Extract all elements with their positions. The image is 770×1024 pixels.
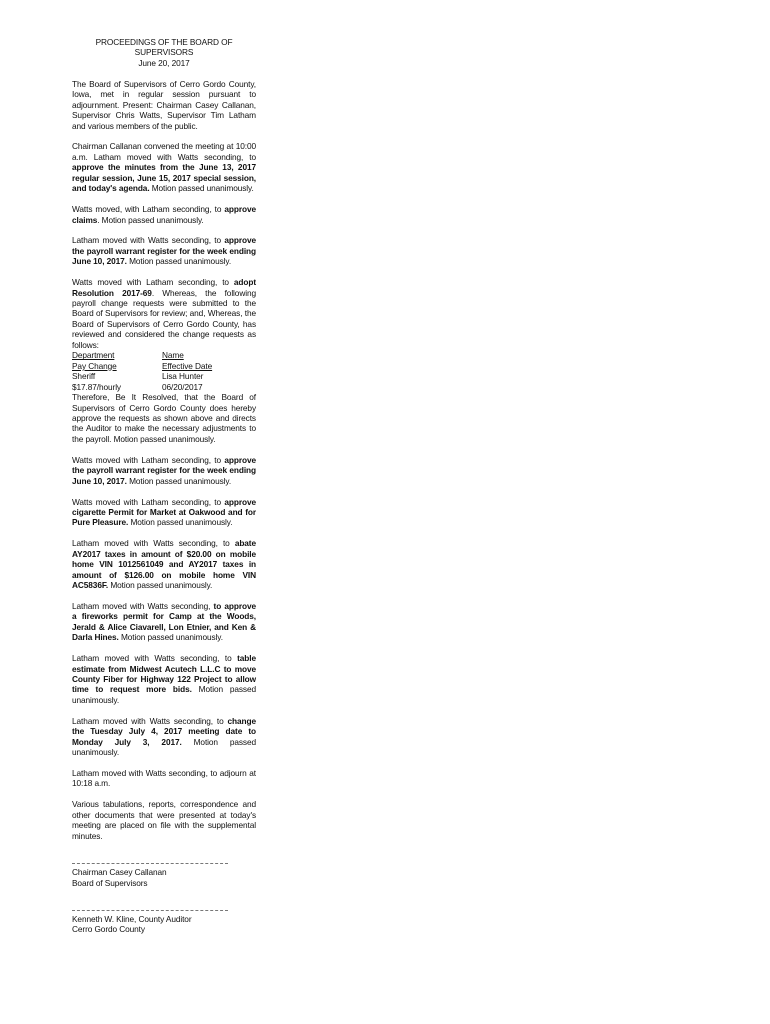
signer-title: Cerro Gordo County bbox=[72, 924, 145, 935]
fiber-pre: Latham moved with Watts seconding, to bbox=[72, 653, 238, 664]
adjourn-paragraph: Latham moved with Watts seconding, to adjourn at 10:18 a.m. bbox=[72, 767, 256, 789]
chairman-signature-block bbox=[72, 863, 256, 888]
abate-bold: abate AY2017 taxes in amount of $20.00 on mobile home VIN 1012561049 and AY2017 taxes in amount of $126.00 on mobile home VIN AC5836F. bbox=[72, 538, 256, 591]
signature-line bbox=[72, 910, 228, 912]
document-column bbox=[72, 37, 256, 935]
meeting-date-pre: Latham moved with Watts seconding, to bbox=[72, 715, 228, 726]
fireworks-paragraph bbox=[72, 601, 256, 643]
document-title: PROCEEDINGS OF THE BOARD OF SUPERVISORS bbox=[95, 37, 233, 58]
fireworks-bold: to approve a fireworks permit for Camp at the Woods, Jerald & Alice Ciavarell, Lon Etnier, and Ken & Darla Hines. bbox=[72, 600, 256, 643]
document-date: June 20, 2017 bbox=[138, 57, 190, 68]
intro-paragraph: The Board of Supervisors of Cerro Gordo County, Iowa, met in regular session pursuant to adjournment. Present: Chairman Casey Callanan, Supervisor Chris Watts, Supervisor Tim Latham and various members of the public. bbox=[72, 78, 256, 131]
abate-pre: Latham moved with Watts seconding, to bbox=[72, 538, 235, 549]
abate-taxes-paragraph bbox=[72, 538, 256, 590]
fiber-bold: table estimate from Midwest Acutech L.L.C to move County Fiber for Highway 122 Project to allow time to request more bids. bbox=[72, 653, 256, 695]
minutes-bold: approve the minutes from the June 13, 2017 regular session, June 15, 2017 special session, and today's agenda. bbox=[72, 162, 256, 194]
auditor-signature-block bbox=[72, 910, 256, 935]
meeting-date-paragraph bbox=[72, 716, 256, 758]
payroll-2-bold: approve the payroll warrant register for the week ending June 10, 2017. bbox=[72, 454, 256, 486]
fireworks-pre: Latham moved with Watts seconding, bbox=[72, 600, 214, 611]
change-request-table bbox=[72, 350, 256, 392]
claims-paragraph bbox=[72, 204, 256, 225]
cigarette-permit-paragraph bbox=[72, 497, 256, 528]
col-effective-date-header: Effective Date bbox=[162, 360, 213, 371]
cigarette-post: Motion passed unanimously. bbox=[128, 517, 233, 528]
minutes-pre: Chairman Callanan convened the meeting at 10:00 a.m. Latham moved with Watts seconding, to bbox=[72, 141, 256, 162]
claims-pre: Watts moved, with Latham seconding, to bbox=[72, 204, 225, 215]
payroll-2-post: Motion passed unanimously. bbox=[126, 475, 232, 486]
fireworks-post: Motion passed unanimously. bbox=[118, 632, 223, 643]
col-pay-change-header: Pay Change bbox=[72, 360, 117, 371]
resolution-paragraph bbox=[72, 277, 256, 350]
payroll-1-bold: approve the payroll warrant register for the week ending June 10, 2017. bbox=[72, 235, 256, 267]
col-department-header: Department bbox=[72, 350, 115, 361]
resolution-close-paragraph: Therefore, Be It Resolved, that the Board of Supervisors of Cerro Gordo County does hereby approve the requests as shown above and directs the Auditor to make the necessary adjustments to the payroll. Motion passed unanimously. bbox=[72, 392, 256, 444]
fiber-estimate-paragraph bbox=[72, 653, 256, 705]
signer-title: Board of Supervisors bbox=[72, 877, 148, 888]
payroll-1-post: Motion passed unanimously. bbox=[126, 256, 232, 267]
payroll-2-pre: Watts moved with Latham seconding, to bbox=[72, 454, 225, 465]
cell-pay-change: $17.87/hourly bbox=[72, 381, 121, 392]
cigarette-pre: Watts moved with Latham seconding, to bbox=[72, 496, 225, 507]
claims-post: . Motion passed unanimously. bbox=[97, 214, 204, 225]
fiber-post: Motion passed unanimously. bbox=[72, 684, 256, 705]
resolution-bold: adopt Resolution 2017-69 bbox=[72, 277, 256, 298]
payroll-1-pre: Latham moved with Watts seconding, to bbox=[72, 235, 225, 246]
cell-effective-date: 06/20/2017 bbox=[162, 381, 203, 392]
minutes-post: Motion passed unanimously. bbox=[149, 183, 254, 194]
col-name-header: Name bbox=[162, 350, 184, 361]
claims-bold: approve claims bbox=[72, 204, 256, 225]
resolution-post: . Whereas, the following payroll change requests were submitted to the Board of Supervisors for review; and, Whereas, the Board of Supervisors of Cerro Gordo County, has reviewed and considered the change requests as follows: bbox=[72, 287, 256, 350]
cigarette-bold: approve cigarette Permit for Market at Oakwood and for Pure Pleasure. bbox=[72, 496, 256, 528]
abate-post: Motion passed unanimously. bbox=[108, 580, 213, 591]
cell-department: Sheriff bbox=[72, 371, 96, 382]
cell-name: Lisa Hunter bbox=[162, 371, 204, 382]
supplemental-paragraph: Various tabulations, reports, correspondence and other documents that were presented at today's meeting are placed on file with the supplemental minutes. bbox=[72, 799, 256, 841]
payroll-paragraph-1 bbox=[72, 235, 256, 266]
payroll-paragraph-2 bbox=[72, 455, 256, 486]
signer-name: Kenneth W. Kline, County Auditor bbox=[72, 913, 192, 924]
resolution-pre: Watts moved with Latham seconding, to bbox=[72, 277, 234, 288]
meeting-date-post: Motion passed unanimously. bbox=[72, 736, 257, 758]
minutes-paragraph bbox=[72, 141, 256, 193]
signature-line bbox=[72, 863, 228, 865]
meeting-date-bold: change the Tuesday July 4, 2017 meeting date to Monday July 3, 2017. bbox=[72, 715, 256, 747]
signer-name: Chairman Casey Callanan bbox=[72, 867, 167, 878]
